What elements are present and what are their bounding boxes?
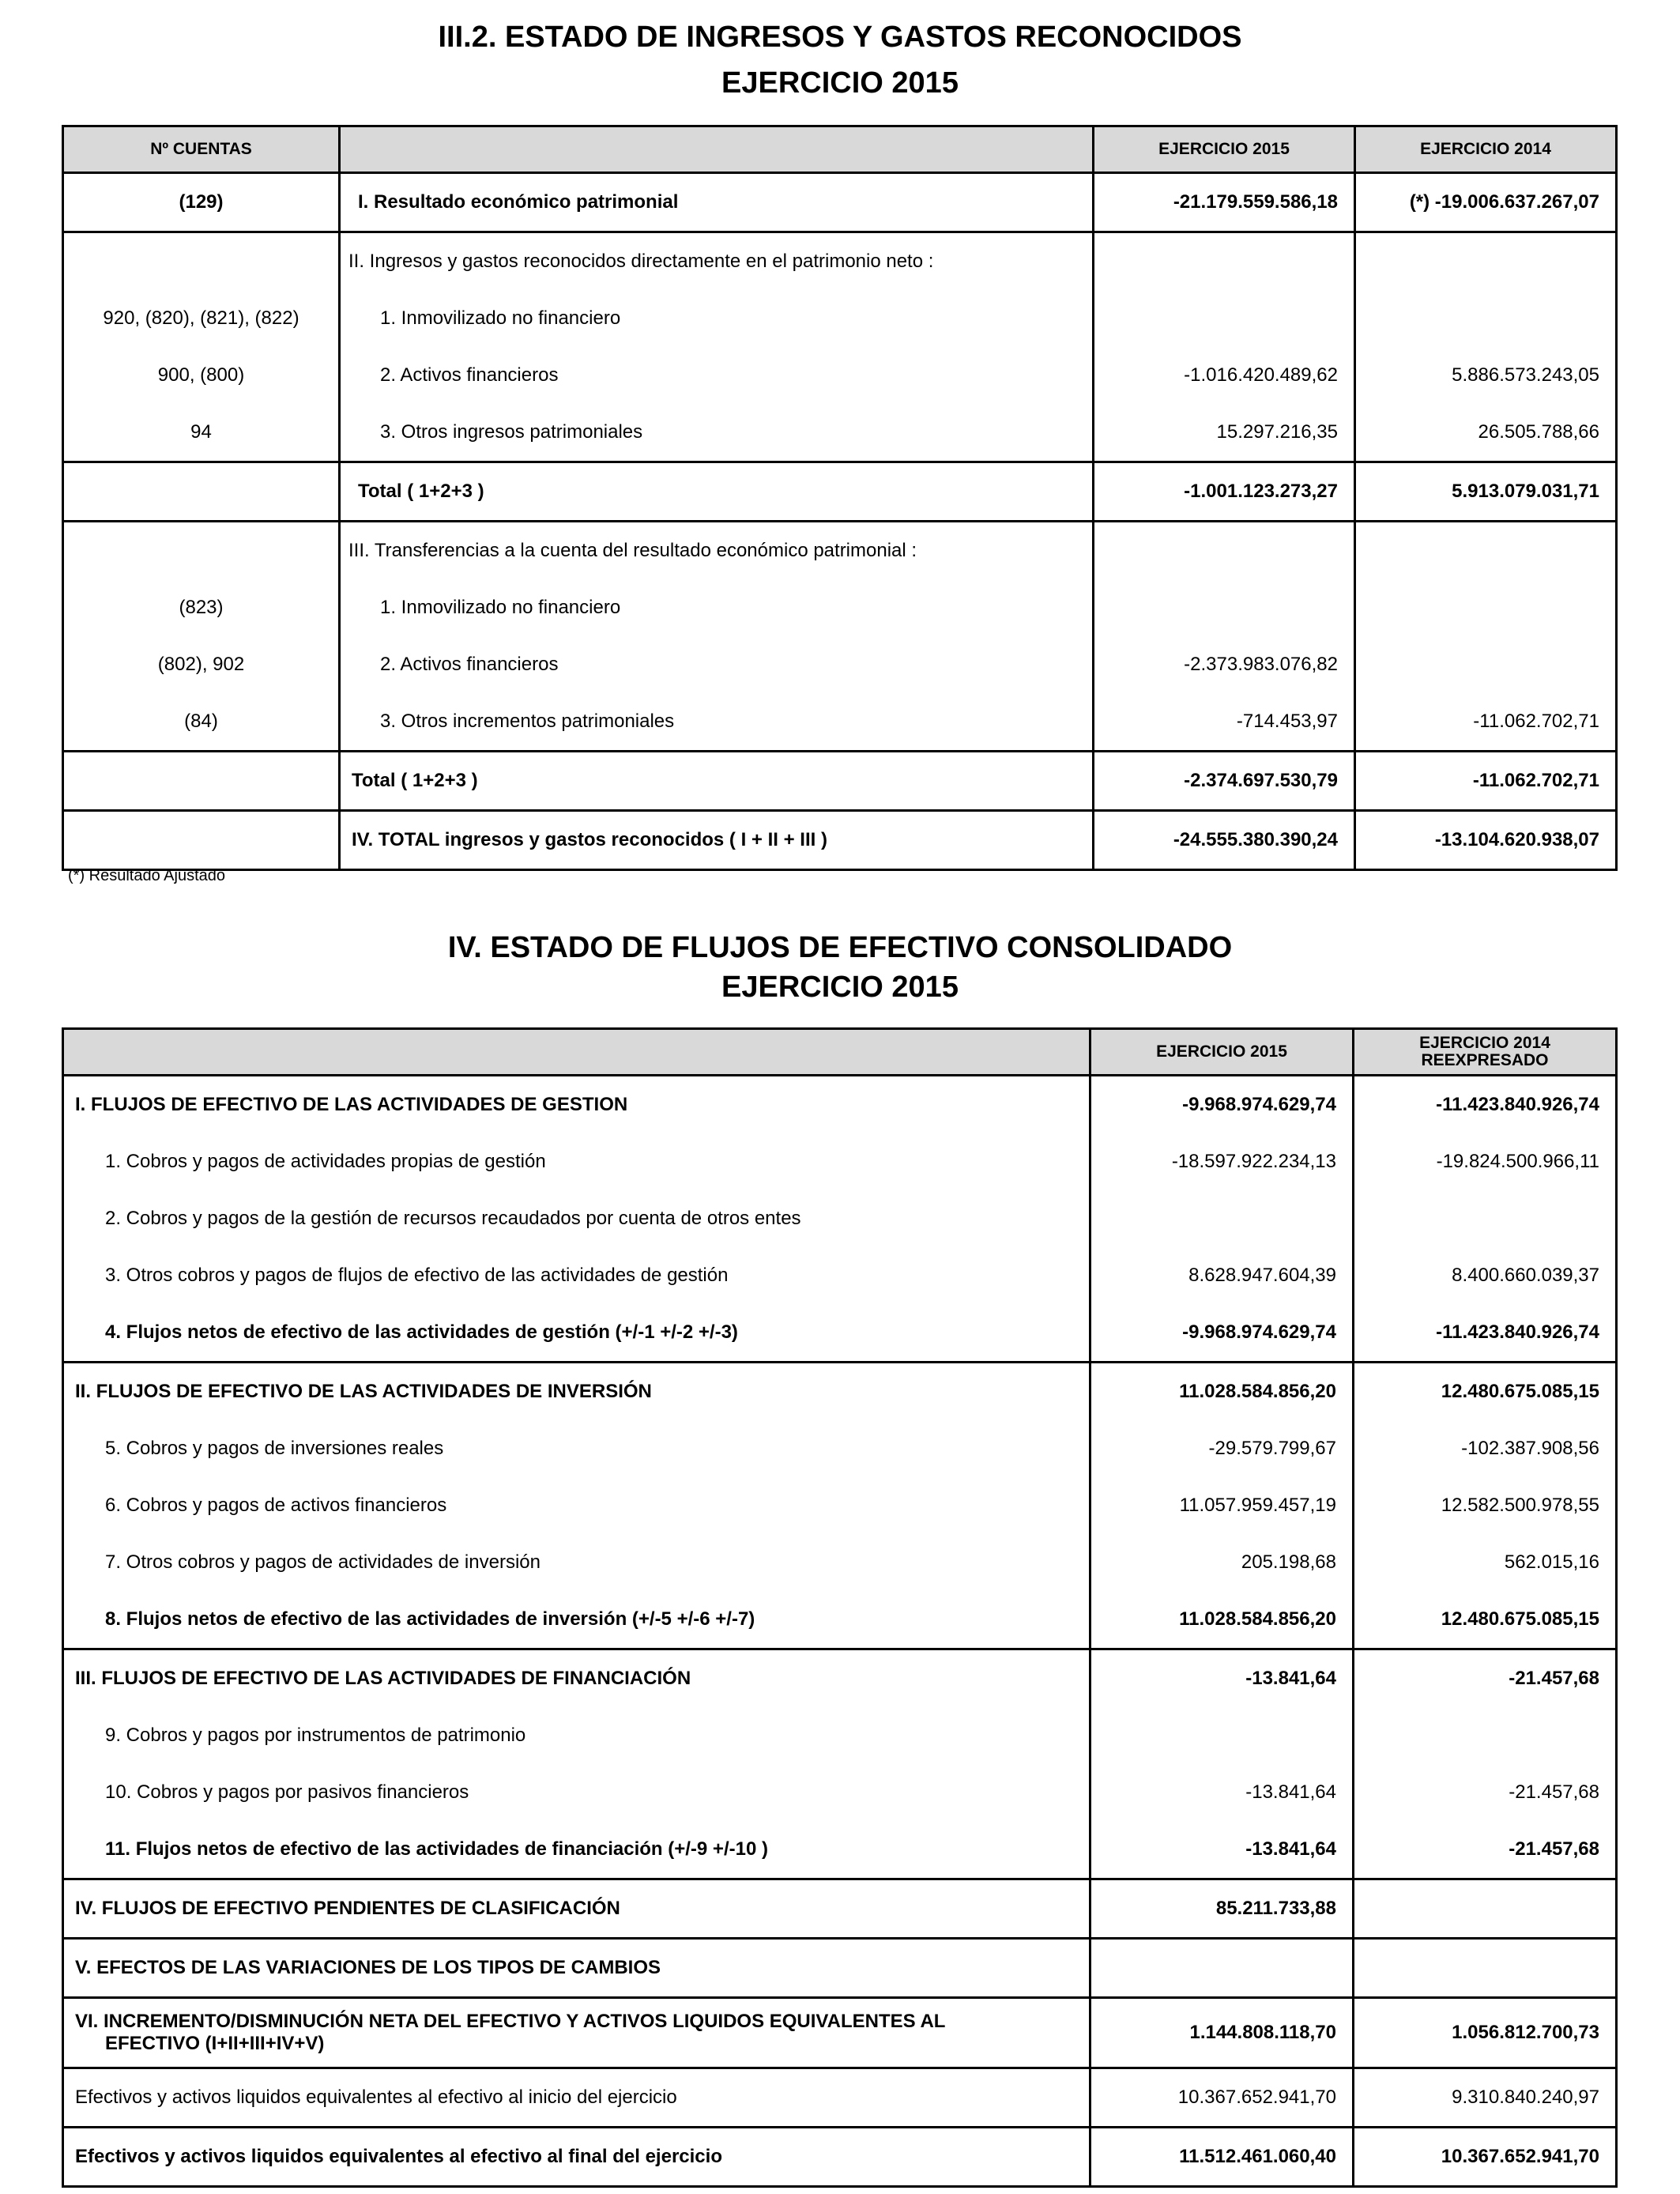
value-2015: 1.144.808.118,70	[1090, 1998, 1354, 2068]
concept-cell: 9. Cobros y pagos por instrumentos de patrimonio	[63, 1707, 1090, 1764]
table-row	[63, 1304, 1617, 1363]
table-row	[63, 1879, 1617, 1939]
value-2014: -102.387.908,56	[1354, 1420, 1617, 1477]
header-2014	[1354, 1029, 1617, 1076]
cuenta-cell	[63, 752, 340, 811]
concept-cell: I. FLUJOS DE EFECTIVO DE LAS ACTIVIDADES DE GESTION	[63, 1076, 1090, 1134]
table-row	[63, 404, 1617, 462]
value-2014: -13.104.620.938,07	[1355, 811, 1617, 870]
value-2015	[1090, 1707, 1354, 1764]
value-2014: 12.582.500.978,55	[1354, 1477, 1617, 1534]
value-2015: -29.579.799,67	[1090, 1420, 1354, 1477]
header-blank	[63, 1029, 1090, 1076]
value-2014	[1355, 232, 1617, 291]
value-2015: -9.968.974.629,74	[1090, 1304, 1354, 1363]
value-2015: -13.841,64	[1090, 1821, 1354, 1879]
flujos-efectivo-table	[62, 1027, 1618, 2188]
table-row	[63, 347, 1617, 404]
table-row	[63, 173, 1617, 232]
concept-cell: Efectivos y activos liquidos equivalentes al efectivo al final del ejercicio	[63, 2128, 1090, 2187]
concept-cell: 7. Otros cobros y pagos de actividades de inversión	[63, 1534, 1090, 1591]
section1-subtitle: EJERCICIO 2015	[721, 66, 959, 100]
cuenta-cell: 920, (820), (821), (822)	[63, 290, 340, 347]
concept-line2: EFECTIVO (I+II+III+IV+V)	[105, 2033, 325, 2054]
total-label: Total ( 1+2+3 )	[340, 462, 1094, 522]
value-2015: 11.028.584.856,20	[1090, 1363, 1354, 1421]
concept-cell: 3. Otros ingresos patrimoniales	[340, 404, 1094, 462]
value-2014: 1.056.812.700,73	[1354, 1998, 1617, 2068]
total-label: Total ( 1+2+3 )	[340, 752, 1094, 811]
value-2014: (*) -19.006.637.267,07	[1355, 173, 1617, 232]
value-2015: 11.057.959.457,19	[1090, 1477, 1354, 1534]
concept-cell: III. FLUJOS DE EFECTIVO DE LAS ACTIVIDADES DE FINANCIACIÓN	[63, 1649, 1090, 1708]
concept-cell: 1. Inmovilizado no financiero	[340, 290, 1094, 347]
grand-total-label: IV. TOTAL ingresos y gastos reconocidos ( I + II + III )	[340, 811, 1094, 870]
value-2014: 12.480.675.085,15	[1354, 1591, 1617, 1649]
table-row	[63, 290, 1617, 347]
value-2015: -21.179.559.586,18	[1094, 173, 1355, 232]
value-2015	[1094, 579, 1355, 636]
header-2014-line1: EJERCICIO 2014	[1419, 1034, 1550, 1052]
value-2015: -13.841,64	[1090, 1764, 1354, 1821]
section2-subtitle: EJERCICIO 2015	[721, 971, 959, 1004]
header-cuentas: Nº CUENTAS	[63, 126, 340, 173]
value-2015	[1094, 290, 1355, 347]
value-2015: 85.211.733,88	[1090, 1879, 1354, 1939]
concept-cell: Efectivos y activos liquidos equivalentes al efectivo al inicio del ejercicio	[63, 2068, 1090, 2128]
header-blank	[340, 126, 1094, 173]
value-2015: -1.001.123.273,27	[1094, 462, 1355, 522]
table-row	[63, 1821, 1617, 1879]
cuenta-cell: 94	[63, 404, 340, 462]
ingresos-gastos-table	[62, 125, 1618, 871]
table-row	[63, 693, 1617, 752]
cuenta-cell	[63, 811, 340, 870]
value-2014: -21.457,68	[1354, 1764, 1617, 1821]
cuenta-cell	[63, 232, 340, 291]
value-2014: 26.505.788,66	[1355, 404, 1617, 462]
table-row	[63, 1707, 1617, 1764]
cuenta-cell: (823)	[63, 579, 340, 636]
value-2014: -11.062.702,71	[1355, 693, 1617, 752]
table-row	[63, 1076, 1617, 1134]
concept-cell: II. FLUJOS DE EFECTIVO DE LAS ACTIVIDADES DE INVERSIÓN	[63, 1363, 1090, 1421]
table-row	[63, 1133, 1617, 1190]
value-2015: 205.198,68	[1090, 1534, 1354, 1591]
cuenta-cell: (129)	[63, 173, 340, 232]
value-2014	[1354, 1939, 1617, 1998]
value-2015: 11.512.461.060,40	[1090, 2128, 1354, 2187]
section-heading: III. Transferencias a la cuenta del resultado económico patrimonial :	[340, 522, 1094, 580]
header-2015: EJERCICIO 2015	[1094, 126, 1355, 173]
table-row	[63, 579, 1617, 636]
value-2015: -714.453,97	[1094, 693, 1355, 752]
table-row	[63, 232, 1617, 291]
value-2014: -21.457,68	[1354, 1649, 1617, 1708]
table-row	[63, 2128, 1617, 2187]
concept-cell: 10. Cobros y pagos por pasivos financieros	[63, 1764, 1090, 1821]
header-2015: EJERCICIO 2015	[1090, 1029, 1354, 1076]
value-2015: 15.297.216,35	[1094, 404, 1355, 462]
table-row	[63, 1998, 1617, 2068]
table-row	[63, 462, 1617, 522]
value-2014	[1355, 636, 1617, 693]
table-row	[63, 811, 1617, 870]
value-2015: -18.597.922.234,13	[1090, 1133, 1354, 1190]
header-2014: EJERCICIO 2014	[1355, 126, 1617, 173]
value-2015: -24.555.380.390,24	[1094, 811, 1355, 870]
value-2014: -19.824.500.966,11	[1354, 1133, 1617, 1190]
section-heading: II. Ingresos y gastos reconocidos directamente en el patrimonio neto :	[340, 232, 1094, 291]
concept-cell: I. Resultado económico patrimonial	[340, 173, 1094, 232]
value-2014: -11.423.840.926,74	[1354, 1304, 1617, 1363]
concept-cell: 3. Otros cobros y pagos de flujos de efectivo de las actividades de gestión	[63, 1247, 1090, 1304]
value-2015: 11.028.584.856,20	[1090, 1591, 1354, 1649]
value-2014: -11.423.840.926,74	[1354, 1076, 1617, 1134]
concept-cell: IV. FLUJOS DE EFECTIVO PENDIENTES DE CLASIFICACIÓN	[63, 1879, 1090, 1939]
value-2014	[1355, 579, 1617, 636]
concept-cell: 1. Inmovilizado no financiero	[340, 579, 1094, 636]
value-2014: 5.886.573.243,05	[1355, 347, 1617, 404]
concept-cell: 2. Cobros y pagos de la gestión de recursos recaudados por cuenta de otros entes	[63, 1190, 1090, 1247]
section2-title: IV. ESTADO DE FLUJOS DE EFECTIVO CONSOLIDADO	[447, 931, 1233, 964]
value-2014: 10.367.652.941,70	[1354, 2128, 1617, 2187]
table-row	[63, 1939, 1617, 1998]
concept-cell: 4. Flujos netos de efectivo de las actividades de gestión (+/-1 +/-2 +/-3)	[63, 1304, 1090, 1363]
cuenta-cell	[63, 462, 340, 522]
value-2014	[1355, 522, 1617, 580]
value-2015	[1090, 1939, 1354, 1998]
footnote: (*) Resultado Ajustado	[68, 867, 226, 884]
concept-cell: 2. Activos financieros	[340, 347, 1094, 404]
table-row	[63, 636, 1617, 693]
cuenta-cell: (802), 902	[63, 636, 340, 693]
table-row	[63, 1591, 1617, 1649]
value-2014: 562.015,16	[1354, 1534, 1617, 1591]
value-2015: 10.367.652.941,70	[1090, 2068, 1354, 2128]
concept-cell: 6. Cobros y pagos de activos financieros	[63, 1477, 1090, 1534]
cuenta-cell: 900, (800)	[63, 347, 340, 404]
concept-cell: V. EFECTOS DE LAS VARIACIONES DE LOS TIPOS DE CAMBIOS	[63, 1939, 1090, 1998]
table-row	[63, 1477, 1617, 1534]
cuenta-cell	[63, 522, 340, 580]
concept-line1: VI. INCREMENTO/DISMINUCIÓN NETA DEL EFECTIVO Y ACTIVOS LIQUIDOS EQUIVALENTES AL	[75, 2011, 946, 2032]
table-row	[63, 1764, 1617, 1821]
value-2014: -21.457,68	[1354, 1821, 1617, 1879]
value-2014: 12.480.675.085,15	[1354, 1363, 1617, 1421]
table-row	[63, 752, 1617, 811]
concept-cell: 5. Cobros y pagos de inversiones reales	[63, 1420, 1090, 1477]
value-2014: 5.913.079.031,71	[1355, 462, 1617, 522]
value-2015	[1094, 232, 1355, 291]
cuenta-cell: (84)	[63, 693, 340, 752]
value-2015: -9.968.974.629,74	[1090, 1076, 1354, 1134]
table-row	[63, 1420, 1617, 1477]
value-2014	[1354, 1707, 1617, 1764]
value-2014	[1354, 1879, 1617, 1939]
value-2015: -2.373.983.076,82	[1094, 636, 1355, 693]
table-row	[63, 1363, 1617, 1421]
table-row	[63, 1247, 1617, 1304]
value-2015: -13.841,64	[1090, 1649, 1354, 1708]
value-2014: 8.400.660.039,37	[1354, 1247, 1617, 1304]
table-row	[63, 1649, 1617, 1708]
table-row	[63, 1534, 1617, 1591]
section1-title: III.2. ESTADO DE INGRESOS Y GASTOS RECONOCIDOS	[438, 21, 1242, 54]
value-2015: 8.628.947.604,39	[1090, 1247, 1354, 1304]
concept-cell	[63, 1998, 1090, 2068]
value-2015	[1094, 522, 1355, 580]
value-2014: -11.062.702,71	[1355, 752, 1617, 811]
concept-cell: 1. Cobros y pagos de actividades propias de gestión	[63, 1133, 1090, 1190]
concept-cell: 3. Otros incrementos patrimoniales	[340, 693, 1094, 752]
concept-cell: 8. Flujos netos de efectivo de las actividades de inversión (+/-5 +/-6 +/-7)	[63, 1591, 1090, 1649]
concept-cell: 11. Flujos netos de efectivo de las actividades de financiación (+/-9 +/-10 )	[63, 1821, 1090, 1879]
header-2014-line2: REEXPRESADO	[1421, 1051, 1549, 1069]
concept-cell: 2. Activos financieros	[340, 636, 1094, 693]
table-row	[63, 522, 1617, 580]
value-2015	[1090, 1190, 1354, 1247]
value-2015: -2.374.697.530,79	[1094, 752, 1355, 811]
value-2015: -1.016.420.489,62	[1094, 347, 1355, 404]
value-2014: 9.310.840.240,97	[1354, 2068, 1617, 2128]
table-row	[63, 2068, 1617, 2128]
table-row	[63, 1190, 1617, 1247]
value-2014	[1355, 290, 1617, 347]
value-2014	[1354, 1190, 1617, 1247]
